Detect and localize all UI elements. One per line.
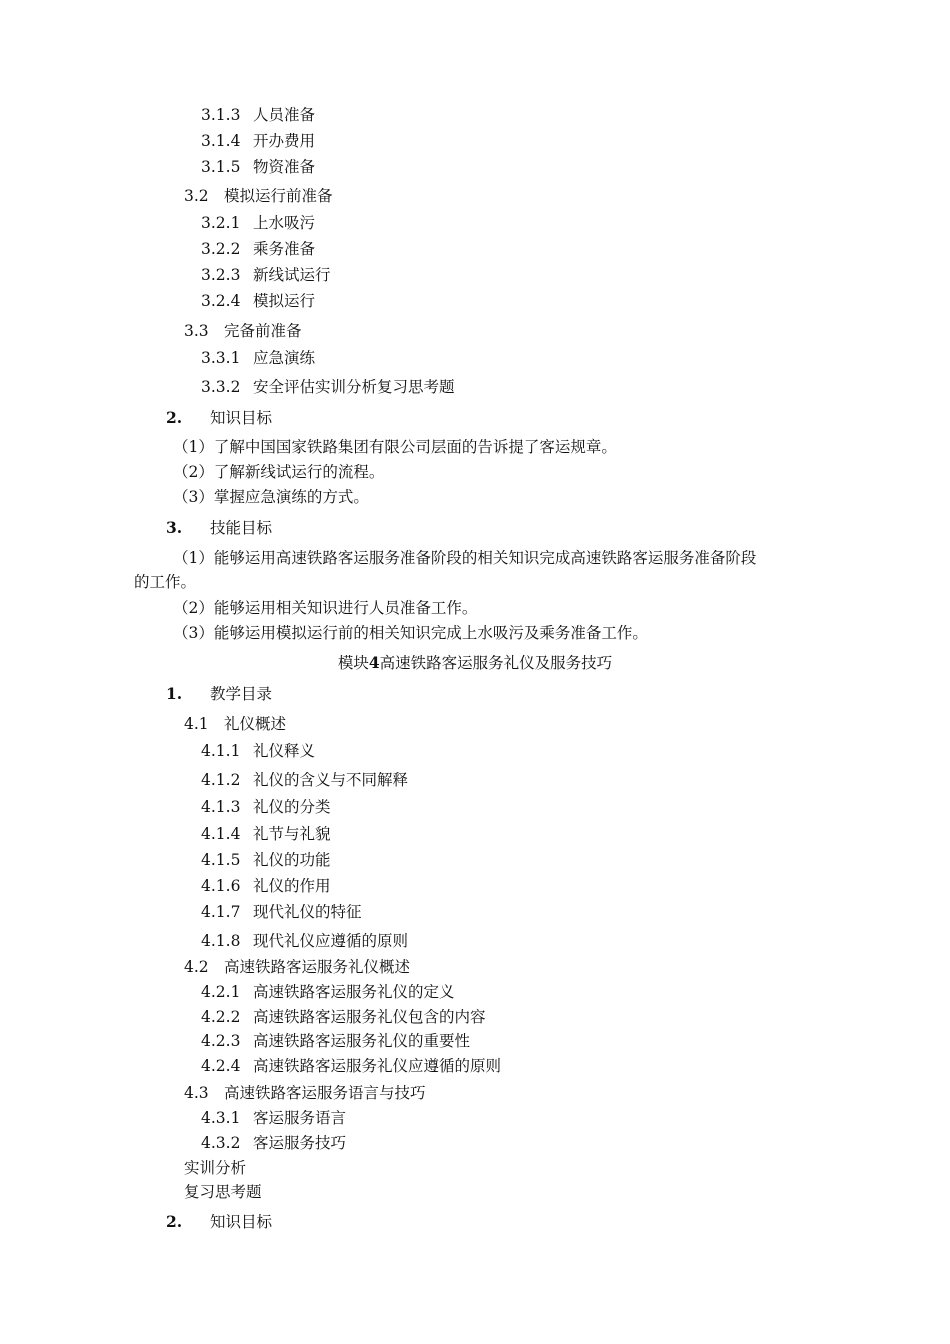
knowledge-item-1: （1）了解中国国家铁路集团有限公司层面的告诉提了客运规章。 — [173, 438, 617, 456]
skill-item-2: （2）能够运用相关知识进行人员准备工作。 — [173, 599, 478, 617]
toc-item-3-3-1: 3.3.1 应急演练 — [201, 349, 316, 367]
toc-item-4-3-1: 4.3.1 客运服务语言 — [201, 1109, 347, 1127]
toc-item-4-1-6: 4.1.6 礼仪的作用 — [201, 877, 331, 895]
toc-section-3-3: 3.3 完备前准备 — [184, 322, 302, 340]
toc-item-4-2-3: 4.2.3 高速铁路客运服务礼仪的重要性 — [201, 1032, 471, 1050]
toc-item-3-3-2: 3.3.2 安全评估实训分析复习思考题 — [201, 378, 455, 396]
knowledge-item-3: （3）掌握应急演练的方式。 — [173, 488, 369, 506]
toc-item-4-1-5: 4.1.5 礼仪的功能 — [201, 851, 331, 869]
toc-item-3-1-4: 3.1.4 开办费用 — [201, 132, 316, 150]
toc-item-4-1-4: 4.1.4 礼节与礼貌 — [201, 825, 331, 843]
toc-item-3-2-4: 3.2.4 模拟运行 — [201, 292, 316, 310]
toc-item-4-3-2: 4.3.2 客运服务技巧 — [201, 1134, 347, 1152]
toc-item-4-2-4: 4.2.4 高速铁路客运服务礼仪应遵循的原则 — [201, 1057, 502, 1075]
toc-section-4-3: 4.3 高速铁路客运服务语言与技巧 — [184, 1084, 426, 1102]
toc-section-4-1: 4.1 礼仪概述 — [184, 715, 287, 733]
toc-item-3-1-3: 3.1.3 人员准备 — [201, 106, 316, 124]
toc-section-4-2: 4.2 高速铁路客运服务礼仪概述 — [184, 958, 411, 976]
module-title: 模块4高速铁路客运服务礼仪及服务技巧 — [337, 653, 613, 672]
skill-item-1-line-1: （1）能够运用高速铁路客运服务准备阶段的相关知识完成高速铁路客运服务准备阶段 — [173, 549, 757, 567]
skill-item-1-line-2: 的工作。 — [134, 573, 197, 591]
knowledge-goals-heading-module-4: 2. 知识目标 — [166, 1212, 273, 1231]
skill-item-3: （3）能够运用模拟运行前的相关知识完成上水吸污及乘务准备工作。 — [173, 624, 648, 642]
skill-goals-heading: 3. 技能目标 — [166, 518, 273, 537]
toc-item-3-2-3: 3.2.3 新线试运行 — [201, 266, 331, 284]
toc-item-4-1-2: 4.1.2 礼仪的含义与不同解释 — [201, 771, 409, 789]
toc-review-questions: 复习思考题 — [184, 1183, 262, 1201]
toc-item-4-1-7: 4.1.7 现代礼仪的特征 — [201, 903, 362, 921]
toc-item-4-1-1: 4.1.1 礼仪释义 — [201, 742, 316, 760]
teaching-contents-heading: 1. 教学目录 — [166, 684, 273, 703]
toc-item-4-2-2: 4.2.2 高速铁路客运服务礼仪包含的内容 — [201, 1008, 486, 1026]
toc-item-3-2-2: 3.2.2 乘务准备 — [201, 240, 316, 258]
toc-section-3-2: 3.2 模拟运行前准备 — [184, 187, 333, 205]
toc-item-3-2-1: 3.2.1 上水吸污 — [201, 214, 316, 232]
knowledge-item-2: （2）了解新线试运行的流程。 — [173, 463, 385, 481]
toc-item-4-1-3: 4.1.3 礼仪的分类 — [201, 798, 331, 816]
toc-item-4-2-1: 4.2.1 高速铁路客运服务礼仪的定义 — [201, 983, 455, 1001]
toc-item-3-1-5: 3.1.5 物资准备 — [201, 158, 316, 176]
toc-item-4-1-8: 4.1.8 现代礼仪应遵循的原则 — [201, 932, 409, 950]
toc-practice-analysis: 实训分析 — [184, 1159, 247, 1177]
knowledge-goals-heading: 2. 知识目标 — [166, 408, 273, 427]
